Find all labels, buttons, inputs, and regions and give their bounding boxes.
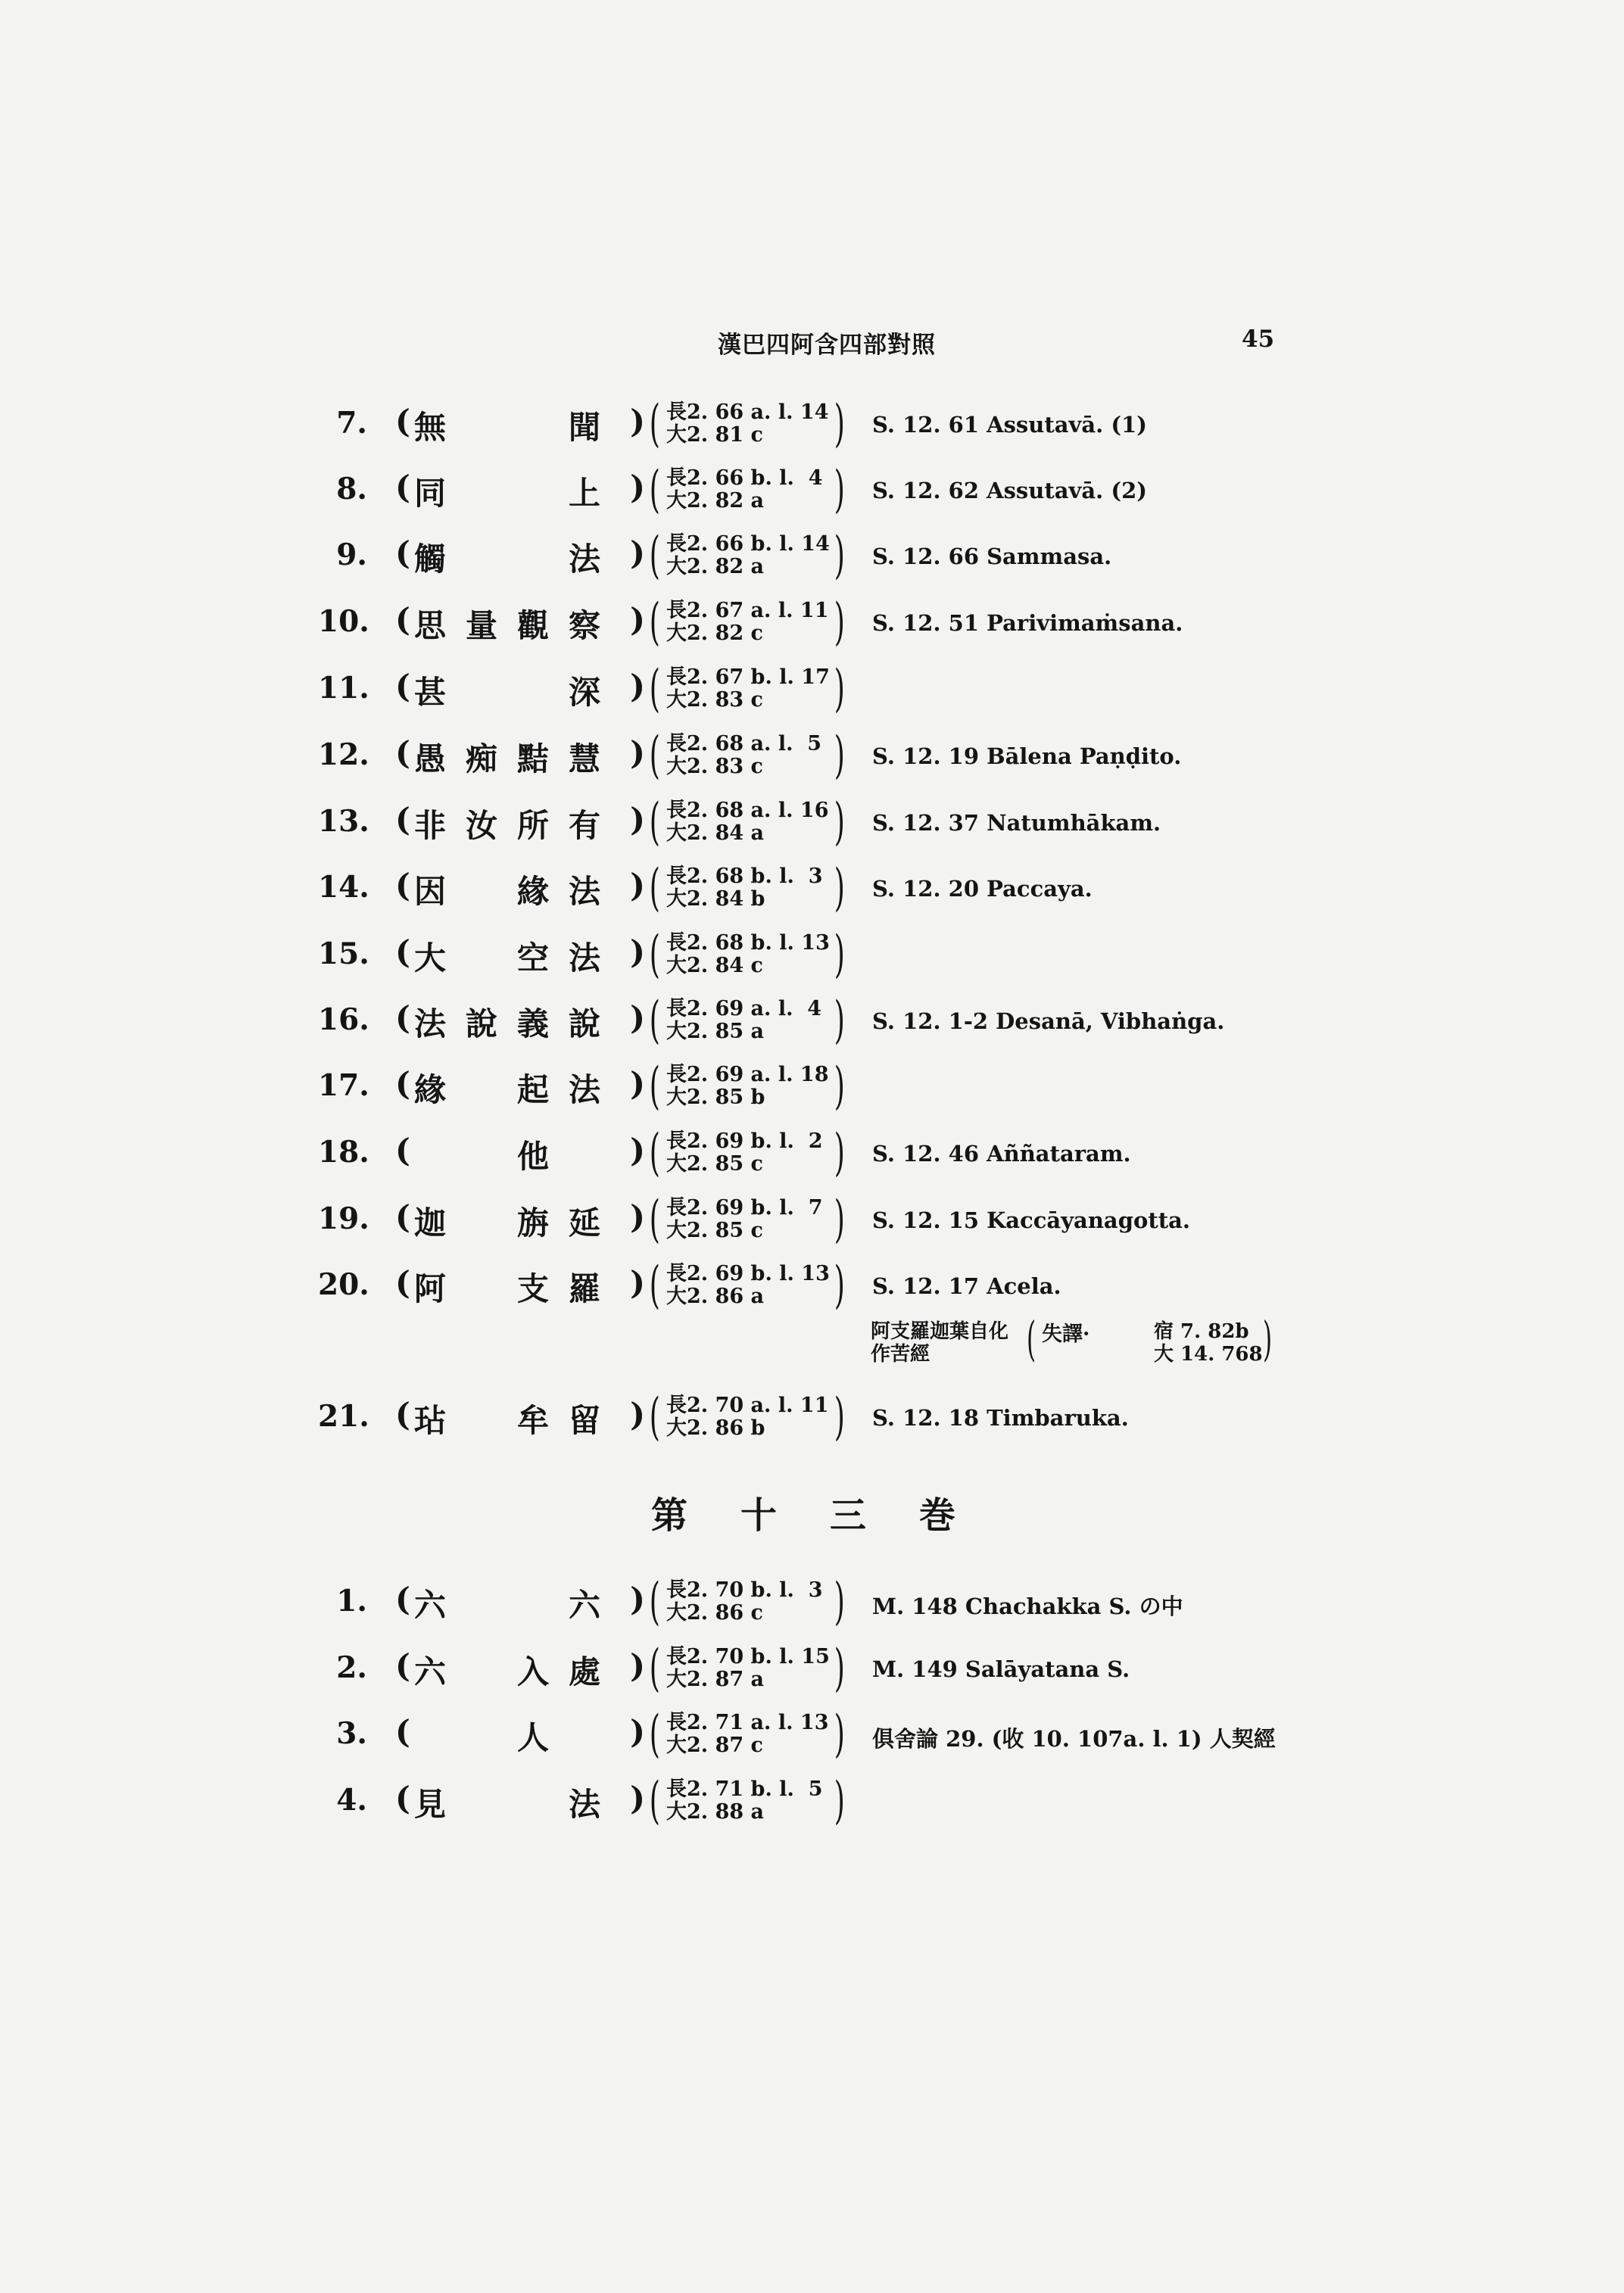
paren-open: (	[395, 668, 410, 705]
note-text-line1: 阿支羅迦葉自化	[871, 1320, 1009, 1343]
reference-line-chang: 長2. 70 b. l. 3	[666, 1578, 823, 1602]
bracket-left: (	[649, 659, 660, 718]
title-char: 法	[568, 541, 600, 578]
title-char: 留	[568, 1402, 600, 1439]
paren-close: )	[630, 867, 645, 904]
reference-line-taisho: 大2. 87 a	[666, 1668, 765, 1691]
table-row	[0, 1057, 1624, 1123]
entry-number: 7.	[336, 406, 367, 441]
title-char: 支	[516, 1270, 549, 1307]
chinese-reference	[645, 1256, 845, 1320]
title-char: 阿	[413, 1270, 446, 1307]
paren-open: (	[395, 999, 410, 1036]
pali-reference: M. 149 Salāyatana S.	[872, 1656, 1130, 1682]
reference-line-taisho: 大2. 86 c	[666, 1601, 763, 1625]
bracket-right: )	[834, 1057, 845, 1115]
entry-number: 1.	[336, 1584, 367, 1618]
paren-open: (	[395, 469, 410, 506]
note-entry-20	[871, 1311, 1325, 1369]
sutra-title	[395, 1132, 645, 1175]
reference-line-chang: 長2. 70 b. l. 15	[666, 1645, 830, 1668]
bracket-right: )	[834, 793, 845, 851]
pali-reference: S. 12. 17 Acela.	[872, 1273, 1061, 1299]
section-heading-char: 十	[740, 1494, 778, 1537]
table-row	[0, 1639, 1624, 1705]
pali-reference: M. 148 Chachakka S. の中	[872, 1594, 1183, 1619]
paren-close: )	[630, 734, 645, 771]
bracket-right: )	[834, 991, 845, 1049]
bracket-left: (	[649, 460, 660, 519]
paren-close: )	[630, 534, 645, 572]
entry-number: 10.	[318, 604, 369, 639]
title-char: 法	[568, 1786, 600, 1823]
pali-reference: S. 12. 15 Kaccāyanagotta.	[872, 1207, 1191, 1233]
bracket-right: )	[834, 1388, 845, 1446]
sutra-title	[395, 999, 645, 1042]
reference-line-chang: 長2. 67 a. l. 11	[666, 599, 829, 622]
paren-close: )	[630, 1713, 645, 1750]
title-char: 觸	[413, 541, 446, 578]
table-row	[0, 1771, 1624, 1837]
reference-line-taisho: 大2. 85 c	[666, 1219, 763, 1242]
reference-line-chang: 長2. 68 a. l. 16	[666, 799, 829, 822]
reference-line-taisho: 大2. 82 a	[666, 555, 765, 578]
paren-close: )	[630, 668, 645, 705]
title-char: 延	[568, 1204, 600, 1242]
sutra-title	[395, 1780, 645, 1823]
entry-number: 13.	[318, 804, 369, 839]
entry-number: 12.	[318, 737, 369, 772]
bracket-left: (	[649, 991, 660, 1049]
reference-line-taisho: 大2. 84 a	[666, 821, 765, 845]
bracket-right: )	[834, 460, 845, 519]
title-char: 法	[413, 1005, 446, 1042]
table-row	[0, 1123, 1624, 1189]
title-char: 痴	[465, 740, 497, 777]
bracket-right: )	[834, 1256, 845, 1314]
paren-close: )	[630, 1132, 645, 1169]
entry-number: 19.	[318, 1201, 369, 1236]
title-char: 有	[568, 807, 600, 844]
entry-number: 2.	[336, 1650, 367, 1685]
reference-line-chang: 長2. 69 b. l. 2	[666, 1129, 823, 1153]
sutra-title	[395, 469, 645, 512]
bracket-right: )	[834, 858, 845, 917]
bracket-left: (	[649, 1388, 660, 1446]
table-row	[0, 793, 1624, 858]
paren-close: )	[630, 1264, 645, 1301]
reference-line-chang: 長2. 69 b. l. 13	[666, 1262, 830, 1285]
title-char: 羅	[568, 1270, 600, 1307]
note-text-line2: 作苦經	[871, 1343, 930, 1366]
reference-line-taisho: 大2. 84 b	[666, 887, 765, 911]
reference-line-chang: 長2. 66 a. l. 14	[666, 400, 829, 424]
reference-line-chang: 長2. 68 b. l. 13	[666, 931, 830, 955]
table-row	[0, 858, 1624, 924]
paren-close: )	[630, 601, 645, 638]
note-ref-line2: 大 14. 768	[1154, 1343, 1263, 1366]
bracket-left: (	[649, 1572, 660, 1631]
title-char: 上	[568, 475, 600, 512]
sutra-title	[395, 1264, 645, 1307]
chinese-reference	[645, 726, 845, 790]
section-heading	[651, 1486, 962, 1537]
entry-number: 17.	[318, 1068, 369, 1103]
reference-line-taisho: 大2. 82 a	[666, 489, 765, 512]
entry-number: 18.	[318, 1135, 369, 1170]
entry-number: 16.	[318, 1002, 369, 1037]
table-row	[0, 593, 1624, 659]
bracket-left: (	[649, 1057, 660, 1115]
chinese-reference	[645, 1705, 845, 1769]
paren-open: (	[395, 1198, 410, 1235]
bracket-right: )	[834, 1771, 845, 1830]
title-char: 察	[568, 607, 600, 644]
title-char: 玷	[413, 1402, 446, 1439]
title-char: 旃	[516, 1204, 549, 1242]
title-char: 說	[568, 1005, 600, 1042]
entry-number: 9.	[336, 537, 367, 572]
table-row	[0, 460, 1624, 526]
paren-close: )	[630, 1581, 645, 1618]
title-char: 緣	[413, 1071, 446, 1108]
title-char: 起	[516, 1071, 549, 1108]
bracket-right: )	[834, 1572, 845, 1631]
title-char: 同	[413, 475, 446, 512]
chinese-reference	[645, 858, 845, 923]
reference-line-chang: 長2. 66 b. l. 14	[666, 532, 830, 556]
pali-reference: S. 12. 51 Parivimaṁsana.	[872, 610, 1183, 636]
title-char: 處	[568, 1653, 600, 1690]
page-title: 漢巴四阿含四部對照	[718, 332, 936, 359]
sutra-title	[395, 1713, 645, 1756]
chinese-reference	[645, 925, 845, 989]
sutra-title	[395, 734, 645, 777]
page-number: 45	[1242, 326, 1275, 353]
sutra-title	[395, 1581, 645, 1624]
sutra-title	[395, 1647, 645, 1690]
reference-line-chang: 長2. 70 a. l. 11	[666, 1394, 829, 1417]
entry-number: 14.	[318, 870, 369, 905]
sutra-title	[395, 1198, 645, 1242]
note-bracket-left: (	[1027, 1311, 1036, 1366]
bracket-right: )	[834, 526, 845, 584]
paren-close: )	[630, 469, 645, 506]
chinese-reference	[645, 793, 845, 857]
sutra-title	[395, 933, 645, 977]
title-char: 六	[413, 1587, 446, 1624]
note-bracket-right: )	[1263, 1311, 1273, 1366]
pali-reference: S. 12. 18 Timbaruka.	[872, 1405, 1129, 1431]
pali-reference: S. 12. 62 Assutavā. (2)	[872, 478, 1147, 503]
bracket-left: (	[649, 526, 660, 584]
sutra-title	[395, 1065, 645, 1108]
reference-line-taisho: 大2. 83 c	[666, 755, 763, 778]
paren-open: (	[395, 1264, 410, 1301]
pali-reference: S. 12. 37 Natumhākam.	[872, 810, 1161, 836]
chinese-reference	[645, 526, 845, 590]
title-char: 緣	[516, 873, 549, 910]
reference-line-chang: 長2. 71 b. l. 5	[666, 1777, 823, 1801]
paren-close: )	[630, 1780, 645, 1817]
bracket-right: )	[834, 925, 845, 983]
table-row	[0, 659, 1624, 725]
chinese-reference	[645, 1639, 845, 1703]
entry-number: 3.	[336, 1716, 367, 1751]
reference-line-taisho: 大2. 83 c	[666, 688, 763, 712]
bracket-right: )	[834, 1123, 845, 1182]
pali-reference: S. 12. 46 Aññataram.	[872, 1141, 1131, 1167]
bracket-left: (	[649, 726, 660, 784]
reference-line-chang: 長2. 69 b. l. 7	[666, 1196, 823, 1220]
title-char: 甚	[413, 674, 446, 711]
paren-close: )	[630, 1198, 645, 1235]
title-char: 說	[465, 1005, 497, 1042]
title-char: 義	[516, 1005, 549, 1042]
reference-line-chang: 長2. 66 b. l. 4	[666, 466, 823, 490]
bracket-right: )	[834, 593, 845, 651]
chinese-reference	[645, 1190, 845, 1254]
bracket-left: (	[649, 1639, 660, 1697]
bracket-right: )	[834, 394, 845, 453]
paren-close: )	[630, 1396, 645, 1433]
chinese-reference	[645, 460, 845, 525]
bracket-left: (	[649, 593, 660, 651]
paren-open: (	[395, 1780, 410, 1817]
reference-line-chang: 長2. 68 b. l. 3	[666, 865, 823, 888]
paren-close: )	[630, 801, 645, 838]
sutra-title	[395, 403, 645, 446]
paren-close: )	[630, 1647, 645, 1684]
bracket-left: (	[649, 1123, 660, 1182]
title-char: 聞	[568, 409, 600, 446]
chinese-reference	[645, 991, 845, 1055]
reference-line-chang: 長2. 69 a. l. 4	[666, 997, 822, 1020]
paren-close: )	[630, 933, 645, 970]
chinese-reference	[645, 1771, 845, 1836]
paren-open: (	[395, 867, 410, 904]
chinese-reference	[645, 1123, 845, 1188]
bracket-left: (	[649, 1705, 660, 1763]
title-char: 汝	[465, 807, 497, 844]
title-char: 入	[516, 1653, 549, 1690]
paren-open: (	[395, 1065, 410, 1102]
pali-reference: S. 12. 19 Bālena Paṇḍito.	[872, 743, 1182, 769]
title-char: 六	[413, 1653, 446, 1690]
bracket-left: (	[649, 1256, 660, 1314]
title-char: 慧	[568, 740, 600, 777]
paren-close: )	[630, 999, 645, 1036]
reference-line-taisho: 大2. 86 a	[666, 1285, 765, 1308]
reference-line-taisho: 大2. 82 c	[666, 622, 763, 645]
sutra-title	[395, 668, 645, 711]
chinese-reference	[645, 1388, 845, 1452]
section-heading-char: 三	[830, 1494, 867, 1537]
reference-line-chang: 長2. 71 a. l. 13	[666, 1711, 829, 1734]
entry-number: 20.	[318, 1267, 369, 1302]
section-heading-char: 第	[651, 1494, 688, 1537]
table-row	[0, 1388, 1624, 1453]
title-char: 他	[516, 1138, 549, 1175]
section-heading-char: 巻	[919, 1494, 956, 1537]
paren-close: )	[630, 403, 645, 440]
chinese-reference	[645, 1572, 845, 1637]
bracket-left: (	[649, 925, 660, 983]
title-char: 法	[568, 939, 600, 977]
paren-open: (	[395, 933, 410, 970]
bracket-right: )	[834, 726, 845, 784]
entry-number: 11.	[318, 671, 369, 706]
bracket-left: (	[649, 1771, 660, 1830]
table-row	[0, 925, 1624, 991]
reference-line-taisho: 大2. 86 b	[666, 1416, 765, 1440]
reference-line-taisho: 大2. 85 a	[666, 1020, 765, 1043]
chinese-reference	[645, 1057, 845, 1121]
table-row	[0, 394, 1624, 460]
title-char: 迦	[413, 1204, 446, 1242]
sutra-title	[395, 601, 645, 644]
table-row	[0, 1190, 1624, 1256]
paren-open: (	[395, 1713, 410, 1750]
reference-line-taisho: 大2. 88 a	[666, 1800, 765, 1824]
table-row	[0, 1705, 1624, 1771]
sutra-title	[395, 867, 645, 910]
paren-open: (	[395, 1396, 410, 1433]
chinese-reference	[645, 593, 845, 657]
paren-open: (	[395, 734, 410, 771]
title-char: 觀	[516, 607, 549, 644]
bracket-left: (	[649, 858, 660, 917]
reference-line-taisho: 大2. 81 c	[666, 423, 763, 447]
title-char: 量	[465, 607, 497, 644]
note-translator: 失譯·	[1042, 1323, 1090, 1346]
reference-line-taisho: 大2. 85 c	[666, 1152, 763, 1176]
paren-open: (	[395, 1581, 410, 1618]
table-row	[0, 1572, 1624, 1638]
reference-line-chang: 長2. 67 b. l. 17	[666, 665, 830, 689]
pali-reference: S. 12. 66 Sammasa.	[872, 544, 1112, 569]
title-char: 空	[516, 939, 549, 977]
title-char: 大	[413, 939, 446, 977]
title-char: 所	[516, 807, 549, 844]
paren-open: (	[395, 1647, 410, 1684]
entry-number: 4.	[336, 1783, 367, 1818]
paren-open: (	[395, 534, 410, 572]
paren-close: )	[630, 1065, 645, 1102]
title-char: 愚	[413, 740, 446, 777]
reference-line-chang: 長2. 68 a. l. 5	[666, 732, 822, 756]
entry-number: 21.	[318, 1399, 369, 1434]
paren-open: (	[395, 601, 410, 638]
bracket-right: )	[834, 1639, 845, 1697]
title-char: 牟	[516, 1402, 549, 1439]
title-char: 深	[568, 674, 600, 711]
title-char: 思	[413, 607, 446, 644]
bracket-left: (	[649, 394, 660, 453]
table-row	[0, 726, 1624, 792]
title-char: 因	[413, 873, 446, 910]
entry-number: 15.	[318, 936, 369, 971]
reference-line-taisho: 大2. 87 c	[666, 1734, 763, 1757]
reference-line-taisho: 大2. 84 c	[666, 954, 763, 977]
pali-reference: S. 12. 20 Paccaya.	[872, 876, 1093, 902]
sutra-title	[395, 534, 645, 578]
sutra-title	[395, 1396, 645, 1439]
paren-open: (	[395, 403, 410, 440]
sutra-title	[395, 801, 645, 844]
table-row	[0, 1256, 1624, 1322]
title-char: 人	[516, 1719, 549, 1756]
reference-line-taisho: 大2. 85 b	[666, 1086, 765, 1109]
chinese-reference	[645, 394, 845, 459]
page-header	[0, 326, 1624, 359]
title-char: 見	[413, 1786, 446, 1823]
title-char: 法	[568, 873, 600, 910]
bracket-left: (	[649, 793, 660, 851]
bracket-right: )	[834, 1190, 845, 1248]
paren-open: (	[395, 801, 410, 838]
title-char: 非	[413, 807, 446, 844]
note-ref-line1: 宿 7. 82b	[1154, 1320, 1249, 1343]
table-row	[0, 991, 1624, 1057]
title-char: 六	[568, 1587, 600, 1624]
table-row	[0, 526, 1624, 592]
reference-line-chang: 長2. 69 a. l. 18	[666, 1063, 829, 1086]
title-char: 法	[568, 1071, 600, 1108]
title-char: 無	[413, 409, 446, 446]
title-char: 黠	[516, 740, 549, 777]
pali-reference: S. 12. 61 Assutavā. (1)	[872, 412, 1147, 438]
chinese-reference	[645, 659, 845, 724]
pali-reference: S. 12. 1-2 Desanā, Vibhaṅga.	[872, 1008, 1225, 1034]
pali-reference: 俱舍論 29. (收 10. 107a. l. 1) 人契經	[872, 1726, 1276, 1752]
bracket-right: )	[834, 659, 845, 718]
bracket-right: )	[834, 1705, 845, 1763]
entry-number: 8.	[336, 472, 367, 506]
paren-open: (	[395, 1132, 410, 1169]
bracket-left: (	[649, 1190, 660, 1248]
